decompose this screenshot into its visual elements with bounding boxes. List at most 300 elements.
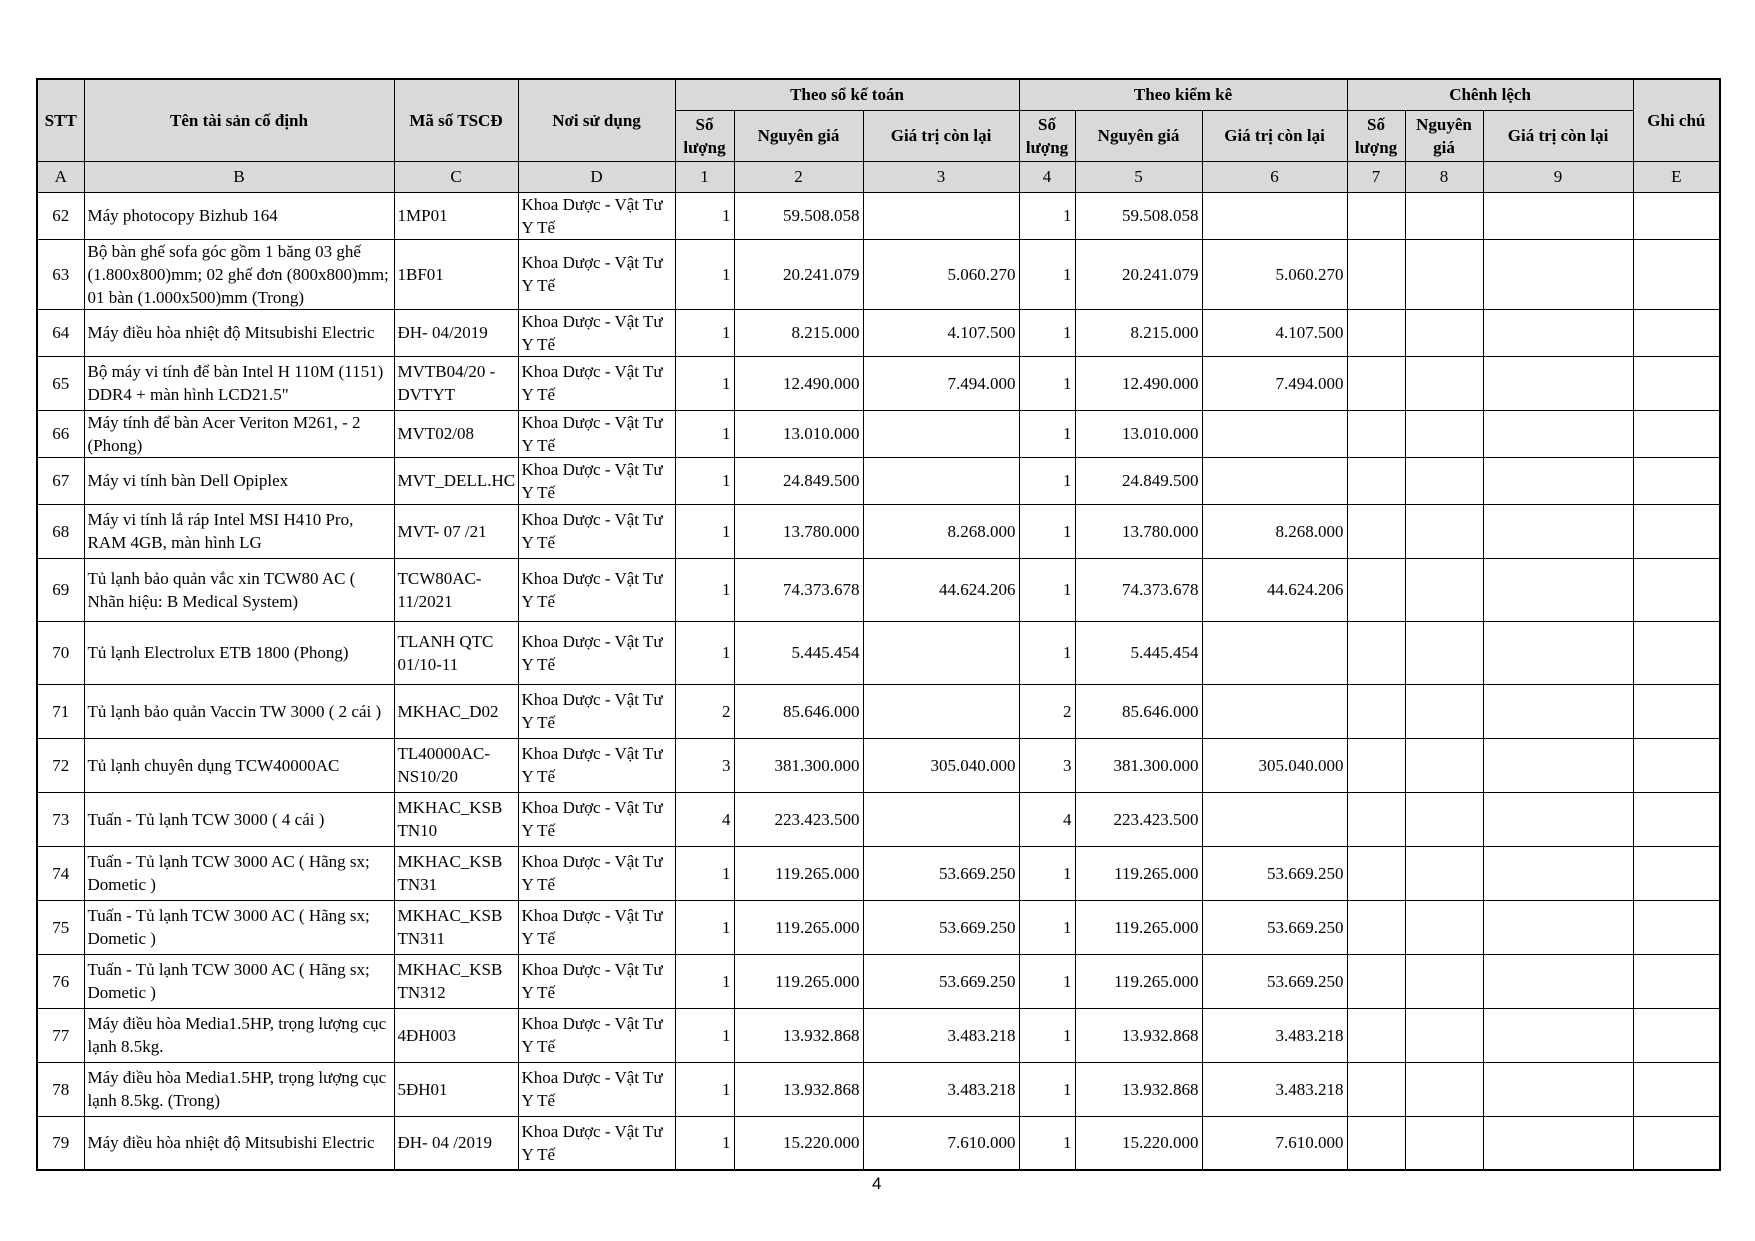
inventory-qty: 1 [1019,504,1075,558]
asset-name: Tủ lạnh bảo quản vắc xin TCW80 AC ( Nhãn hiệu: B Medical System) [84,558,394,621]
accounting-qty: 3 [675,738,734,792]
difference-original-price [1405,954,1483,1008]
asset-location: Khoa Dược - Vật Tư Y Tế [518,504,675,558]
difference-original-price [1405,846,1483,900]
asset-location: Khoa Dược - Vật Tư Y Tế [518,621,675,684]
difference-qty [1347,192,1405,239]
difference-original-price [1405,1008,1483,1062]
accounting-original-price: 119.265.000 [734,846,863,900]
header-group-inventory: Theo kiểm kê [1019,79,1347,110]
inventory-original-price: 8.215.000 [1075,309,1202,356]
header-name: Tên tài sản cố định [84,79,394,161]
header-original-price: Nguyên giá [1405,110,1483,161]
accounting-remaining-value [863,792,1019,846]
table-row [37,504,1720,558]
difference-original-price [1405,457,1483,504]
accounting-qty: 1 [675,356,734,410]
inventory-qty: 1 [1019,1008,1075,1062]
accounting-original-price: 223.423.500 [734,792,863,846]
accounting-remaining-value: 5.060.270 [863,239,1019,309]
difference-original-price [1405,1116,1483,1170]
inventory-original-price: 12.490.000 [1075,356,1202,410]
asset-code: TL40000AC- NS10/20 [394,738,518,792]
difference-remaining-value [1483,504,1633,558]
accounting-remaining-value: 8.268.000 [863,504,1019,558]
inventory-remaining-value: 53.669.250 [1202,846,1347,900]
table-row [37,621,1720,684]
difference-original-price [1405,738,1483,792]
inventory-original-price: 85.646.000 [1075,684,1202,738]
inventory-remaining-value: 7.494.000 [1202,356,1347,410]
column-letter: 6 [1202,161,1347,192]
difference-qty [1347,954,1405,1008]
asset-name: Máy điều hòa nhiệt độ Mitsubishi Electric [84,309,394,356]
asset-name: Tủ lạnh Electrolux ETB 1800 (Phong) [84,621,394,684]
inventory-remaining-value [1202,457,1347,504]
asset-code: MKHAC_KSB TN312 [394,954,518,1008]
header-group-accounting: Theo sổ kế toán [675,79,1019,110]
inventory-original-price: 15.220.000 [1075,1116,1202,1170]
column-letter: 9 [1483,161,1633,192]
accounting-qty: 1 [675,1116,734,1170]
note-cell [1633,239,1720,309]
difference-qty [1347,356,1405,410]
difference-remaining-value [1483,954,1633,1008]
difference-qty [1347,410,1405,457]
row-stt: 64 [37,309,84,356]
accounting-original-price: 5.445.454 [734,621,863,684]
table-row [37,356,1720,410]
header-original-price: Nguyên giá [734,110,863,161]
inventory-remaining-value: 53.669.250 [1202,900,1347,954]
difference-qty [1347,457,1405,504]
accounting-qty: 1 [675,558,734,621]
inventory-original-price: 119.265.000 [1075,900,1202,954]
table-row [37,954,1720,1008]
inventory-remaining-value [1202,410,1347,457]
accounting-original-price: 119.265.000 [734,900,863,954]
inventory-original-price: 59.508.058 [1075,192,1202,239]
row-stt: 66 [37,410,84,457]
accounting-remaining-value: 3.483.218 [863,1008,1019,1062]
row-stt: 76 [37,954,84,1008]
difference-qty [1347,1116,1405,1170]
accounting-qty: 1 [675,1062,734,1116]
accounting-remaining-value: 4.107.500 [863,309,1019,356]
accounting-qty: 1 [675,410,734,457]
asset-name: Máy điều hòa Media1.5HP, trọng lượng cục lạnh 8.5kg. [84,1008,394,1062]
asset-code: ĐH- 04 /2019 [394,1116,518,1170]
page-number: 4 [872,1174,882,1193]
note-cell [1633,738,1720,792]
accounting-remaining-value: 3.483.218 [863,1062,1019,1116]
accounting-original-price: 381.300.000 [734,738,863,792]
row-stt: 65 [37,356,84,410]
inventory-original-price: 74.373.678 [1075,558,1202,621]
inventory-remaining-value: 3.483.218 [1202,1062,1347,1116]
inventory-qty: 1 [1019,356,1075,410]
inventory-original-price: 119.265.000 [1075,954,1202,1008]
inventory-remaining-value: 7.610.000 [1202,1116,1347,1170]
table-row [37,1008,1720,1062]
row-stt: 73 [37,792,84,846]
asset-inventory-table [36,78,1721,1171]
row-stt: 68 [37,504,84,558]
asset-code: MVT_DELL.HC [394,457,518,504]
inventory-qty: 1 [1019,1116,1075,1170]
inventory-qty: 1 [1019,558,1075,621]
inventory-qty: 1 [1019,846,1075,900]
column-letter: D [518,161,675,192]
inventory-qty: 1 [1019,1062,1075,1116]
note-cell [1633,356,1720,410]
header-original-price: Nguyên giá [1075,110,1202,161]
inventory-remaining-value: 44.624.206 [1202,558,1347,621]
accounting-remaining-value: 44.624.206 [863,558,1019,621]
asset-location: Khoa Dược - Vật Tư Y Tế [518,192,675,239]
asset-location: Khoa Dược - Vật Tư Y Tế [518,954,675,1008]
inventory-remaining-value: 305.040.000 [1202,738,1347,792]
asset-location: Khoa Dược - Vật Tư Y Tế [518,558,675,621]
accounting-qty: 1 [675,1008,734,1062]
header-group-difference: Chênh lệch [1347,79,1633,110]
table-row [37,738,1720,792]
accounting-original-price: 24.849.500 [734,457,863,504]
row-stt: 75 [37,900,84,954]
difference-original-price [1405,356,1483,410]
note-cell [1633,846,1720,900]
note-cell [1633,1062,1720,1116]
note-cell [1633,621,1720,684]
row-stt: 69 [37,558,84,621]
asset-code: 4ĐH003 [394,1008,518,1062]
difference-original-price [1405,1062,1483,1116]
difference-qty [1347,239,1405,309]
accounting-original-price: 13.932.868 [734,1062,863,1116]
difference-qty [1347,1062,1405,1116]
asset-code: MVT- 07 /21 [394,504,518,558]
table-row [37,900,1720,954]
asset-code: TCW80AC- 11/2021 [394,558,518,621]
difference-qty [1347,684,1405,738]
difference-qty [1347,1008,1405,1062]
difference-remaining-value [1483,846,1633,900]
inventory-qty: 1 [1019,954,1075,1008]
accounting-remaining-value: 7.610.000 [863,1116,1019,1170]
inventory-qty: 1 [1019,192,1075,239]
inventory-qty: 1 [1019,239,1075,309]
asset-name: Tủ lạnh bảo quản Vaccin TW 3000 ( 2 cái ) [84,684,394,738]
header-remaining-value: Giá trị còn lại [1483,110,1633,161]
asset-code: MKHAC_D02 [394,684,518,738]
difference-qty [1347,504,1405,558]
asset-location: Khoa Dược - Vật Tư Y Tế [518,846,675,900]
inventory-remaining-value: 8.268.000 [1202,504,1347,558]
inventory-original-price: 119.265.000 [1075,846,1202,900]
inventory-original-price: 223.423.500 [1075,792,1202,846]
inventory-qty: 3 [1019,738,1075,792]
difference-original-price [1405,192,1483,239]
difference-remaining-value [1483,410,1633,457]
column-letter: C [394,161,518,192]
asset-name: Tuấn - Tủ lạnh TCW 3000 AC ( Hãng sx; Dometic ) [84,954,394,1008]
accounting-qty: 1 [675,309,734,356]
inventory-original-price: 13.780.000 [1075,504,1202,558]
inventory-qty: 1 [1019,621,1075,684]
row-stt: 77 [37,1008,84,1062]
difference-original-price [1405,239,1483,309]
accounting-qty: 1 [675,192,734,239]
difference-remaining-value [1483,558,1633,621]
difference-remaining-value [1483,684,1633,738]
accounting-original-price: 13.780.000 [734,504,863,558]
asset-location: Khoa Dược - Vật Tư Y Tế [518,457,675,504]
accounting-remaining-value: 53.669.250 [863,954,1019,1008]
difference-qty [1347,309,1405,356]
asset-name: Tuấn - Tủ lạnh TCW 3000 ( 4 cái ) [84,792,394,846]
difference-remaining-value [1483,1062,1633,1116]
accounting-original-price: 74.373.678 [734,558,863,621]
table-row [37,239,1720,309]
note-cell [1633,1008,1720,1062]
inventory-original-price: 13.010.000 [1075,410,1202,457]
asset-name: Máy vi tính lắ ráp Intel MSI H410 Pro, RAM 4GB, màn hình LG [84,504,394,558]
header-stt: STT [37,79,84,161]
accounting-original-price: 13.010.000 [734,410,863,457]
asset-name: Máy điều hòa nhiệt độ Mitsubishi Electric [84,1116,394,1170]
header-note: Ghi chú [1633,79,1720,161]
accounting-original-price: 119.265.000 [734,954,863,1008]
header-remaining-value: Giá trị còn lại [1202,110,1347,161]
inventory-original-price: 13.932.868 [1075,1008,1202,1062]
row-stt: 67 [37,457,84,504]
asset-name: Máy điều hòa Media1.5HP, trọng lượng cục lạnh 8.5kg. (Trong) [84,1062,394,1116]
difference-remaining-value [1483,900,1633,954]
asset-location: Khoa Dược - Vật Tư Y Tế [518,738,675,792]
difference-qty [1347,621,1405,684]
asset-code: MVTB04/20 - DVTYT [394,356,518,410]
accounting-qty: 1 [675,900,734,954]
asset-code: 1BF01 [394,239,518,309]
row-stt: 79 [37,1116,84,1170]
inventory-qty: 1 [1019,410,1075,457]
difference-remaining-value [1483,192,1633,239]
inventory-remaining-value: 5.060.270 [1202,239,1347,309]
inventory-original-price: 5.445.454 [1075,621,1202,684]
asset-code: MKHAC_KSB TN31 [394,846,518,900]
table-row [37,309,1720,356]
asset-code: TLANH QTC 01/10-11 [394,621,518,684]
inventory-remaining-value [1202,792,1347,846]
asset-location: Khoa Dược - Vật Tư Y Tế [518,356,675,410]
difference-original-price [1405,621,1483,684]
inventory-original-price: 24.849.500 [1075,457,1202,504]
table-row [37,1062,1720,1116]
table-row [37,792,1720,846]
asset-code: 1MP01 [394,192,518,239]
difference-original-price [1405,900,1483,954]
table-row [37,846,1720,900]
asset-name: Tủ lạnh chuyên dụng TCW40000AC [84,738,394,792]
inventory-qty: 1 [1019,900,1075,954]
accounting-original-price: 12.490.000 [734,356,863,410]
asset-code: MKHAC_KSB TN10 [394,792,518,846]
asset-location: Khoa Dược - Vật Tư Y Tế [518,1116,675,1170]
column-letter: 3 [863,161,1019,192]
column-letter: 5 [1075,161,1202,192]
row-stt: 74 [37,846,84,900]
difference-remaining-value [1483,1116,1633,1170]
asset-location: Khoa Dược - Vật Tư Y Tế [518,239,675,309]
accounting-original-price: 15.220.000 [734,1116,863,1170]
note-cell [1633,457,1720,504]
accounting-qty: 1 [675,504,734,558]
accounting-qty: 4 [675,792,734,846]
column-letter: 8 [1405,161,1483,192]
inventory-qty: 1 [1019,309,1075,356]
accounting-qty: 1 [675,954,734,1008]
note-cell [1633,900,1720,954]
asset-name: Bộ máy vi tính để bàn Intel H 110M (1151) DDR4 + màn hình LCD21.5" [84,356,394,410]
difference-remaining-value [1483,239,1633,309]
difference-original-price [1405,792,1483,846]
column-letter: E [1633,161,1720,192]
inventory-remaining-value [1202,621,1347,684]
difference-remaining-value [1483,738,1633,792]
accounting-remaining-value [863,457,1019,504]
difference-qty [1347,792,1405,846]
column-letter: 7 [1347,161,1405,192]
row-stt: 62 [37,192,84,239]
asset-name: Tuấn - Tủ lạnh TCW 3000 AC ( Hãng sx; Dometic ) [84,846,394,900]
note-cell [1633,504,1720,558]
note-cell [1633,309,1720,356]
accounting-qty: 1 [675,621,734,684]
asset-location: Khoa Dược - Vật Tư Y Tế [518,1062,675,1116]
asset-name: Bộ bàn ghế sofa góc gồm 1 băng 03 ghế (1.800x800)mm; 02 ghế đơn (800x800)mm; 01 bàn (1.000x500)mm (Trong) [84,239,394,309]
accounting-original-price: 85.646.000 [734,684,863,738]
asset-code: ĐH- 04/2019 [394,309,518,356]
accounting-original-price: 59.508.058 [734,192,863,239]
header-code: Mã số TSCĐ [394,79,518,161]
difference-qty [1347,558,1405,621]
asset-code: MKHAC_KSB TN311 [394,900,518,954]
accounting-qty: 1 [675,457,734,504]
difference-original-price [1405,410,1483,457]
asset-location: Khoa Dược - Vật Tư Y Tế [518,1008,675,1062]
difference-original-price [1405,684,1483,738]
inventory-remaining-value [1202,684,1347,738]
column-letter: 2 [734,161,863,192]
inventory-original-price: 381.300.000 [1075,738,1202,792]
note-cell [1633,192,1720,239]
row-stt: 70 [37,621,84,684]
inventory-qty: 4 [1019,792,1075,846]
column-letter: 1 [675,161,734,192]
accounting-remaining-value: 53.669.250 [863,846,1019,900]
accounting-original-price: 13.932.868 [734,1008,863,1062]
row-stt: 72 [37,738,84,792]
column-letter: A [37,161,84,192]
accounting-qty: 1 [675,239,734,309]
inventory-remaining-value: 3.483.218 [1202,1008,1347,1062]
table-row [37,558,1720,621]
table-row [37,192,1720,239]
asset-name: Máy vi tính bàn Dell Opiplex [84,457,394,504]
accounting-original-price: 20.241.079 [734,239,863,309]
note-cell [1633,1116,1720,1170]
inventory-remaining-value [1202,192,1347,239]
header-remaining-value: Giá trị còn lại [863,110,1019,161]
accounting-remaining-value: 305.040.000 [863,738,1019,792]
inventory-remaining-value: 53.669.250 [1202,954,1347,1008]
accounting-remaining-value [863,410,1019,457]
accounting-remaining-value: 7.494.000 [863,356,1019,410]
table-row [37,410,1720,457]
inventory-remaining-value: 4.107.500 [1202,309,1347,356]
asset-location: Khoa Dược - Vật Tư Y Tế [518,309,675,356]
difference-remaining-value [1483,356,1633,410]
row-stt: 71 [37,684,84,738]
note-cell [1633,410,1720,457]
inventory-original-price: 13.932.868 [1075,1062,1202,1116]
note-cell [1633,558,1720,621]
asset-location: Khoa Dược - Vật Tư Y Tế [518,684,675,738]
row-stt: 78 [37,1062,84,1116]
note-cell [1633,684,1720,738]
difference-remaining-value [1483,1008,1633,1062]
header-location: Nơi sử dụng [518,79,675,161]
difference-remaining-value [1483,792,1633,846]
accounting-remaining-value [863,621,1019,684]
table-row [37,684,1720,738]
asset-code: 5ĐH01 [394,1062,518,1116]
accounting-original-price: 8.215.000 [734,309,863,356]
difference-remaining-value [1483,457,1633,504]
table-row [37,457,1720,504]
difference-original-price [1405,309,1483,356]
asset-location: Khoa Dược - Vật Tư Y Tế [518,900,675,954]
table-row [37,1116,1720,1170]
header-qty: Số lượng [1019,110,1075,161]
difference-qty [1347,738,1405,792]
note-cell [1633,792,1720,846]
inventory-qty: 1 [1019,457,1075,504]
header-qty: Số lượng [1347,110,1405,161]
difference-original-price [1405,504,1483,558]
note-cell [1633,954,1720,1008]
column-letter: 4 [1019,161,1075,192]
asset-location: Khoa Dược - Vật Tư Y Tế [518,410,675,457]
header-qty: Số lượng [675,110,734,161]
inventory-qty: 2 [1019,684,1075,738]
asset-name: Máy photocopy Bizhub 164 [84,192,394,239]
row-stt: 63 [37,239,84,309]
accounting-qty: 1 [675,846,734,900]
asset-name: Tuấn - Tủ lạnh TCW 3000 AC ( Hãng sx; Dometic ) [84,900,394,954]
accounting-remaining-value [863,684,1019,738]
asset-location: Khoa Dược - Vật Tư Y Tế [518,792,675,846]
column-letter: B [84,161,394,192]
asset-code: MVT02/08 [394,410,518,457]
accounting-remaining-value [863,192,1019,239]
accounting-remaining-value: 53.669.250 [863,900,1019,954]
difference-qty [1347,900,1405,954]
difference-qty [1347,846,1405,900]
asset-name: Máy tính để bàn Acer Veriton M261, - 2 (Phong) [84,410,394,457]
difference-original-price [1405,558,1483,621]
accounting-qty: 2 [675,684,734,738]
